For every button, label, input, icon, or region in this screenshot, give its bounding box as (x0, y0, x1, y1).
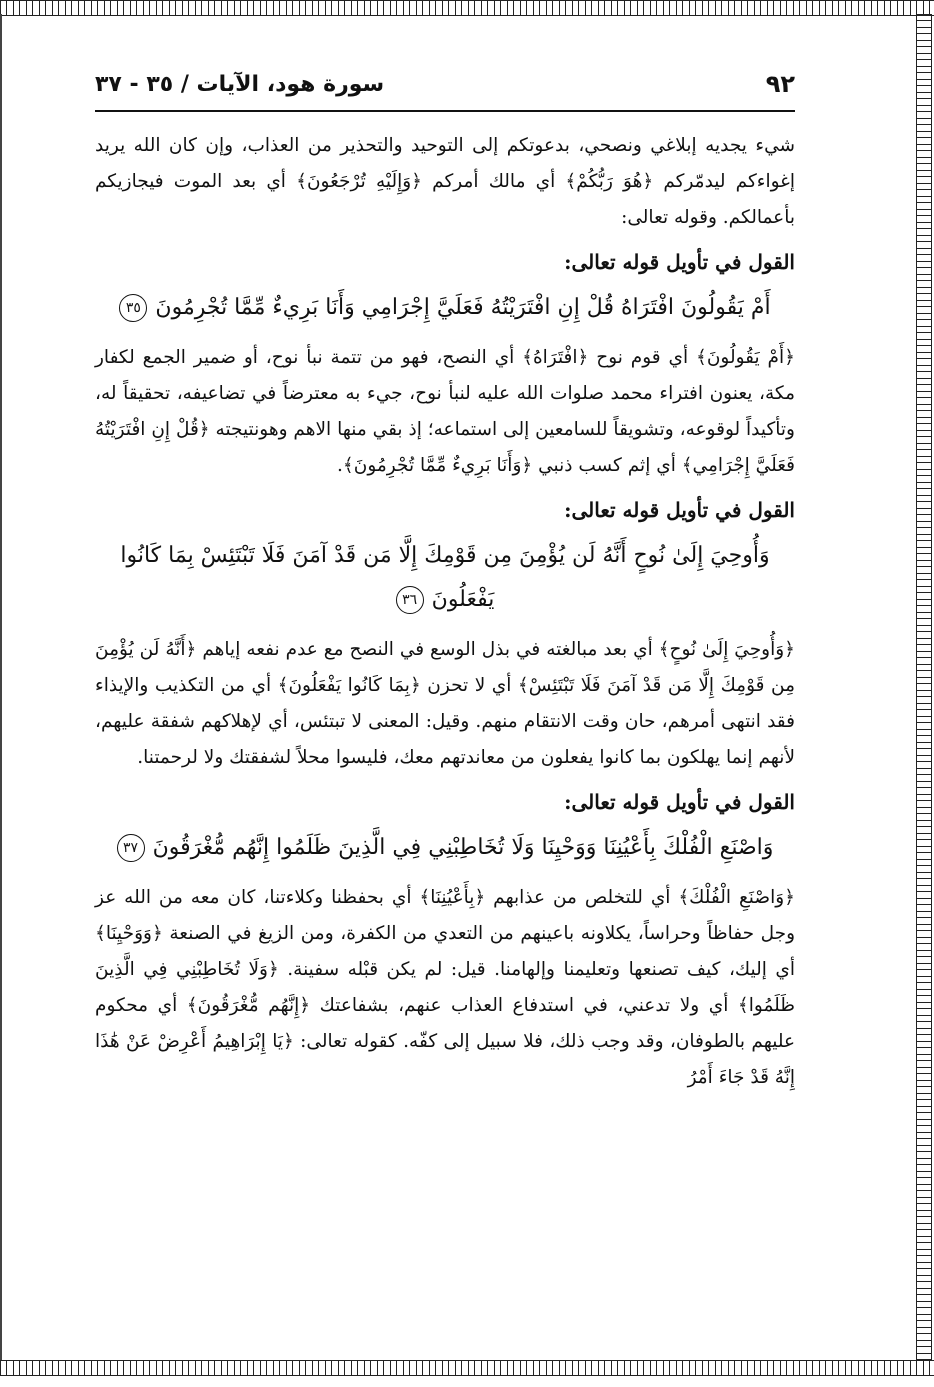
verse-text: وَاصْنَعِ الْفُلْكَ بِأَعْيُنِنَا وَوَحْيِنَا وَلَا تُخَاطِبْنِي فِي الَّذِينَ ظَلَمُوا إِنَّهُم مُّغْرَقُونَ٣٧ (95, 826, 795, 870)
page-content (95, 128, 795, 1096)
ayah-number-marker: ٣٧ (117, 834, 145, 862)
section-heading: القول في تأويل قوله تعالى: (564, 250, 795, 274)
running-title: سورة هود، الآيات / ٣٥ - ٣٧ (95, 71, 385, 97)
verse-text: أَمْ يَقُولُونَ افْتَرَاهُ قُلْ إِنِ افْتَرَيْتُهُ فَعَلَيَّ إِجْرَامِي وَأَنَا بَرِيءٌ مِّمَّا تُجْرِمُونَ٣٥ (95, 286, 795, 330)
quran-verse-36 (95, 534, 795, 622)
section-heading: القول في تأويل قوله تعالى: (564, 498, 795, 522)
decorative-border-top (0, 0, 934, 16)
page-number: ٩٢ (765, 70, 795, 98)
decorative-border-right (916, 14, 932, 1360)
ayah-number-marker: ٣٦ (396, 586, 424, 614)
decorative-border-left (0, 14, 2, 1360)
paragraph-intro: شيء يجديه إبلاغي ونصحي، بدعوتكم إلى التوحيد والتحذير من العذاب، وإن كان الله يريد إغواءكم ليدمّركم ﴿هُوَ رَبُّكُمْ﴾ أي مالك أمركم ﴿وَإِلَيْهِ تُرْجَعُونَ﴾ أي بعد الموت فيجازيكم بأعمالكم. وقوله تعالى: (95, 135, 795, 228)
paragraph-commentary-37: ﴿وَاصْنَعِ الْفُلْكَ﴾ أي للتخلص من عذابهم ﴿بِأَعْيُنِنَا﴾ أي بحفظنا وكلاءتنا، كان معه من الله عز وجل حفاظاً وحراساً، يكلاونه باعينهم من التعدي من الكفرة، ومن الزيغ في الصنعة ﴿وَوَحْيِنَا﴾ أي إليك، كيف تصنعها وتعليمنا وإلهامنا. قيل: لم يكن قبْله سفينة. ﴿وَلَا تُخَاطِبْنِي فِي الَّذِينَ ظَلَمُوا﴾ أي ولا تدعني، في استدفاع العذاب عنهم، بشفاعتك ﴿إِنَّهُم مُّغْرَقُونَ﴾ أي محكوم عليهم بالطوفان، وقد وجب ذلك، فلا سبيل إلى كفّه. كقوله تعالى: ﴿يَا إِبْرَاهِيمُ أَعْرِضْ عَنْ هَٰذَا إِنَّهُ قَدْ جَاءَ أَمْرُ (95, 887, 795, 1088)
paragraph-commentary-36: ﴿وَأُوحِيَ إِلَىٰ نُوحٍ﴾ أي بعد مبالغته في بذل الوسع في النصح مع عدم نفعه إياهم ﴿أَنَّهُ لَن يُؤْمِنَ مِن قَوْمِكَ إِلَّا مَن قَدْ آمَنَ فَلَا تَبْتَئِسْ﴾ أي لا تحزن ﴿بِمَا كَانُوا يَفْعَلُونَ﴾ أي من التكذيب والإيذاء فقد انتهى أمرهم، حان وقت الانتقام منهم. وقيل: المعنى لا تبتئس، أي لإهلاكهم شفقة عليهم، لأنهم إنما يهلكون بما كانوا يفعلون من معاندتهم معك، فليسوا محلاً لشفقتك ولا لرحمتنا. (95, 639, 795, 768)
quran-verse-37 (95, 826, 795, 870)
decorative-border-bottom (0, 1360, 934, 1376)
verse-text-continued: يَفْعَلُونَ٣٦ (95, 578, 795, 622)
ayah-number-marker: ٣٥ (119, 294, 147, 322)
section-heading: القول في تأويل قوله تعالى: (564, 790, 795, 814)
book-page (95, 58, 795, 1102)
paragraph-commentary-35: ﴿أَمْ يَقُولُونَ﴾ أي قوم نوح ﴿افْتَرَاهُ﴾ أي النصح، فهو من تتمة نبأ نوح، أو ضمير الجمع لكفار مكة، يعنون افتراء محمد صلوات الله عليه لنبأ نوح، جيء به معترضاً في تضاعيفه، تحقيقاً له، وتأكيداً لوقوعه، وتشويقاً للسامعين إلى استماعه؛ إذ بقي منها الاهم وهونتيجته ﴿قُلْ إِنِ افْتَرَيْتُهُ فَعَلَيَّ إِجْرَامِي﴾ أي إثم كسب ذنبي ﴿وَأَنَا بَرِيءٌ مِّمَّا تُجْرِمُونَ﴾. (95, 347, 795, 476)
quran-verse-35 (95, 286, 795, 330)
verse-text: وَأُوحِيَ إِلَىٰ نُوحٍ أَنَّهُ لَن يُؤْمِنَ مِن قَوْمِكَ إِلَّا مَن قَدْ آمَنَ فَلَا تَبْتَئِسْ بِمَا كَانُوا (120, 543, 770, 568)
page-header (95, 58, 795, 112)
